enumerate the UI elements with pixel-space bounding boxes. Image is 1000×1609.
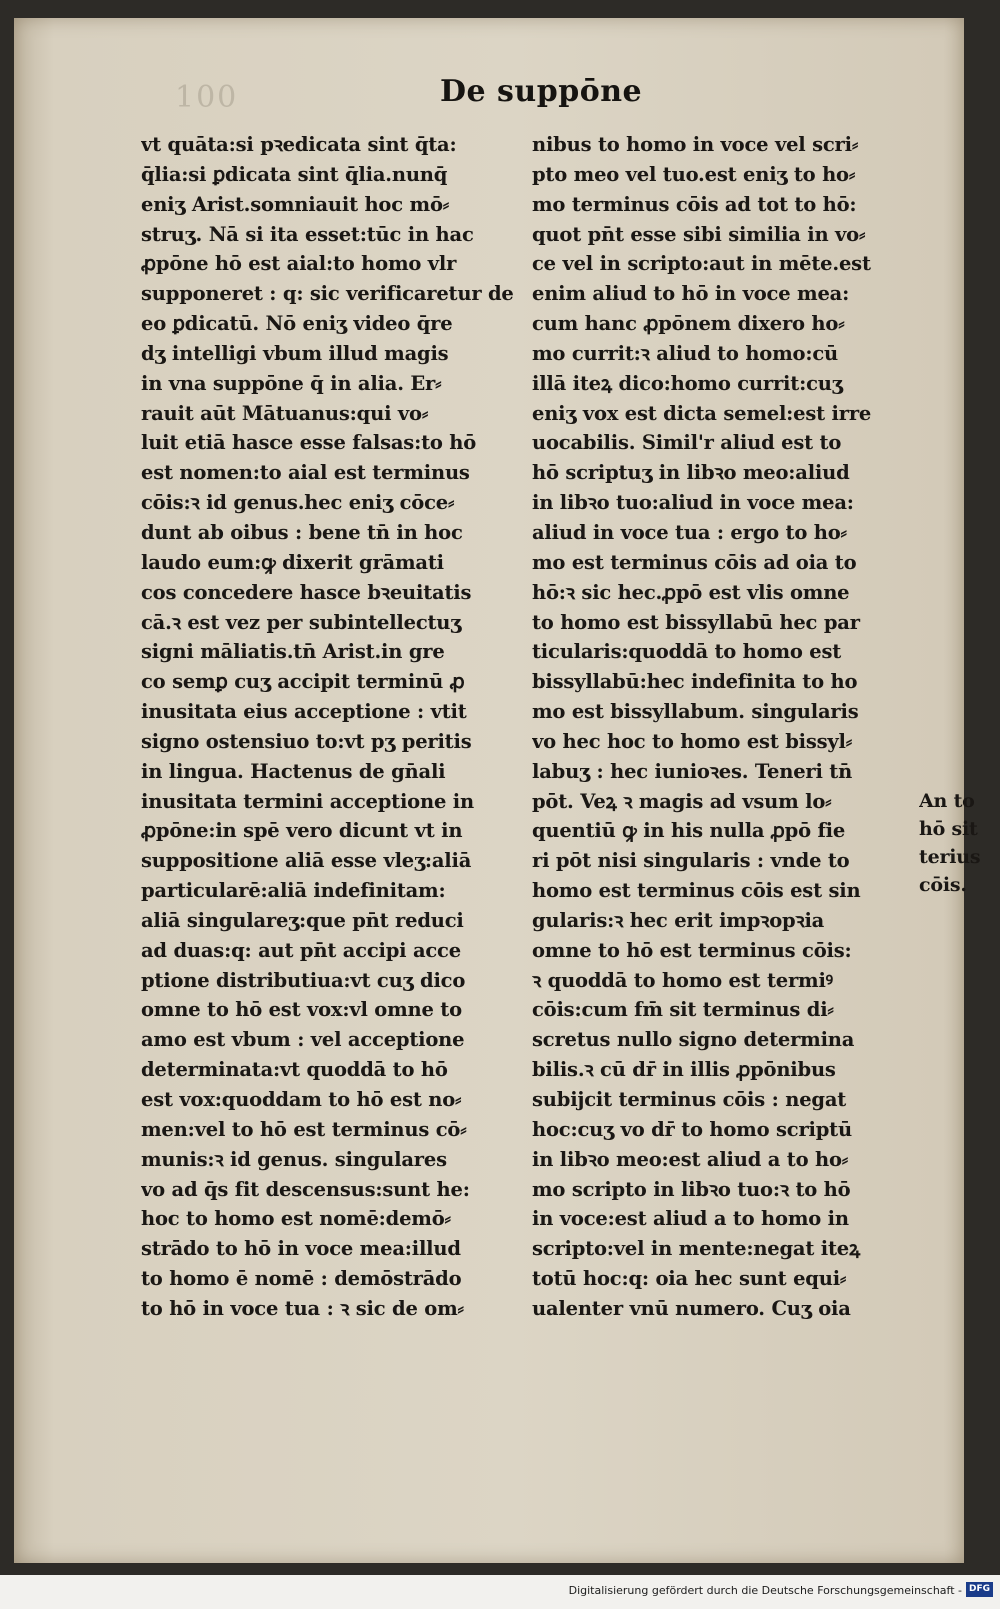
text-line: bilis.ꝛ cū dr̄ in illis ꝓpōnibus — [532, 1058, 836, 1082]
text-line: mo scripto in libꝛo tuo:ꝛ to hō — [532, 1177, 851, 1201]
text-line: in lingua. Hactenus de gn̄ali — [141, 759, 446, 783]
text-line: vo hec hoc to homo est bissyl⸗ — [532, 729, 853, 753]
text-line: uocabilis. Simil'r aliud est to — [532, 431, 842, 455]
text-line: determinata:vt quoddā to hō — [141, 1058, 448, 1082]
text-line: est vox:quoddam to hō est no⸗ — [141, 1088, 462, 1111]
text-line: pto meo vel tuo.est eniʒ to ho⸗ — [532, 162, 856, 186]
text-line: aliud in voce tua : ergo to ho⸗ — [532, 520, 847, 544]
text-line: vo ad q̄s fit descensus:sunt he: — [141, 1177, 470, 1201]
text-line: signi māliatis.tn̄ Arist.in gre — [141, 640, 445, 664]
text-line: hō sit — [919, 818, 978, 840]
dfg-logo: DFG — [966, 1582, 993, 1597]
text-line: munis:ꝛ id genus. singulares — [141, 1147, 447, 1171]
text-line: scripto:vel in mente:negat iteꝝ — [532, 1237, 861, 1261]
text-line: eniʒ vox est dicta semel:est irre — [532, 401, 872, 425]
text-line: rauit aūt Mātuanus:qui vo⸗ — [141, 401, 429, 425]
text-line: aliā singulareʒ:que pn̄t reduci — [141, 908, 464, 932]
text-line: bissyllabū:hec indefinita to ho — [532, 670, 858, 694]
text-line: mo est bissyllabum. singularis — [532, 700, 859, 724]
text-line: strādo to hō in voce mea:illud — [141, 1237, 461, 1261]
text-line: ꝓpōne hō est aial:to homo vlr — [141, 252, 457, 276]
text-line: pōt. Veꝝ ꝛ magis ad vsum lo⸗ — [532, 789, 832, 813]
text-line: gularis:ꝛ hec erit impꝛopꝛia — [532, 908, 825, 932]
text-line: cā.ꝛ est vez per subintellectuʒ — [141, 610, 462, 634]
text-line: laudo eum:ꝙ dixerit grāmati — [141, 550, 444, 574]
text-line: men:vel to hō est terminus cō⸗ — [141, 1117, 467, 1141]
text-line: terius — [919, 846, 981, 868]
text-line: subijcit terminus cōis : negat — [532, 1088, 847, 1111]
text-line: mo currit:ꝛ aliud to homo:cū — [532, 341, 838, 365]
text-line: cos concedere hasce bꝛeuitatis — [141, 580, 472, 604]
text-line: mo terminus cōis ad tot to hō: — [532, 192, 857, 216]
text-line: hō:ꝛ sic hec.ꝓpō est vlis omne — [532, 580, 850, 604]
text-line: omne to hō est terminus cōis: — [532, 938, 852, 962]
text-line: ticularis:quoddā to homo est — [532, 640, 842, 664]
text-line: in libꝛo tuo:aliud in voce mea: — [532, 491, 854, 515]
text-line: cōis. — [919, 874, 967, 896]
text-line: An to — [919, 790, 975, 812]
footer-bar — [0, 1576, 1000, 1609]
text-line: omne to hō est vox:vl omne to — [141, 998, 462, 1022]
text-line: luit etiā hasce esse falsas:to hō — [141, 431, 477, 455]
text-line: to hō in voce tua : ꝛ sic de om⸗ — [141, 1296, 464, 1320]
text-line: q̄lia:si ꝑdicata sint q̄lia.nunq̄ — [141, 162, 448, 186]
text-line: enim aliud to hō in voce mea: — [532, 282, 850, 306]
text-line: cōis:cum fm̄ sit terminus di⸗ — [532, 998, 834, 1022]
text-line: quot pn̄t esse sibi similia in vo⸗ — [532, 222, 866, 246]
text-line: ualenter vnū numero. Cuʒ oia — [532, 1296, 851, 1320]
text-line: ri pōt nisi singularis : vnde to — [532, 849, 850, 873]
text-line: totū hoc:q: oia hec sunt equi⸗ — [532, 1267, 847, 1291]
funding-credit: Digitalisierung gefördert durch die Deutsche Forschungsgemeinschaft - — [568, 1584, 962, 1597]
text-line: signo ostensiuo to:vt pʒ peritis — [141, 729, 472, 753]
text-line: labuʒ : hec iunioꝛes. Teneri tn̄ — [532, 759, 853, 783]
text-line: ꝓpōne:in spē vero dicunt vt in — [141, 819, 463, 843]
text-line: in voce:est aliud a to homo in — [532, 1207, 849, 1231]
text-line: illā iteꝝ dico:homo currit:cuʒ — [532, 371, 843, 395]
text-line: in vna suppōne q̄ in alia. Er⸗ — [141, 371, 442, 395]
text-line: cum hanc ꝓpōnem dixero ho⸗ — [532, 312, 845, 336]
text-line: particularē:aliā indefinitam: — [141, 879, 446, 903]
text-line: hō scriptuʒ in libꝛo meo:aliud — [532, 461, 850, 485]
text-line: ce vel in scripto:aut in mēte.est — [532, 252, 871, 276]
bleed-through-page-number: 100 — [175, 80, 239, 115]
text-line: dunt ab oibus : bene tn̄ in hoc — [141, 520, 463, 544]
text-line: homo est terminus cōis est sin — [532, 879, 861, 903]
left-text-column — [141, 130, 521, 1324]
text-line: struʒ. Nā si ita esset:tūc in hac — [141, 222, 474, 246]
text-line: vt quāta:si pꝛedicata sint q̄ta: — [141, 133, 457, 156]
text-line: ad duas:q: aut pn̄t accipi acce — [141, 938, 461, 962]
text-line: co semꝑ cuʒ accipit terminū ꝓ — [141, 670, 465, 694]
text-line: to homo ē nomē : demōstrādo — [141, 1267, 462, 1291]
marginal-note — [919, 787, 999, 899]
text-line: dʒ intelligi vbum illud magis — [141, 341, 449, 365]
text-line: supponeret : q: sic verificaretur de — [141, 282, 514, 306]
text-line: hoc to homo est nomē:demō⸗ — [141, 1207, 451, 1231]
text-line: ptione distributiua:vt cuʒ dico — [141, 968, 466, 992]
text-line: cōis:ꝛ id genus.hec eniʒ cōce⸗ — [141, 491, 455, 515]
text-line: est nomen:to aial est terminus — [141, 461, 470, 485]
text-line: hoc:cuʒ vo dr̄ to homo scriptū — [532, 1117, 852, 1141]
text-line: inusitata termini acceptione in — [141, 789, 474, 813]
text-line: amo est vbum : vel acceptione — [141, 1028, 465, 1052]
text-line: quentiū ꝙ in his nulla ꝓpō fie — [532, 819, 846, 843]
text-line: nibus to homo in voce vel scri⸗ — [532, 133, 859, 156]
text-line: suppositione aliā esse vleʒ:aliā — [141, 849, 472, 873]
text-line: scretus nullo signo determina — [532, 1028, 855, 1052]
text-line: eo ꝑdicatū. Nō eniʒ video q̄re — [141, 312, 453, 336]
text-line: eniʒ Arist.somniauit hoc mō⸗ — [141, 192, 450, 216]
text-line: ꝛ quoddā to homo est termiꝰ — [532, 968, 833, 992]
text-line: inusitata eius acceptione : vtit — [141, 700, 467, 724]
text-line: mo est terminus cōis ad oia to — [532, 550, 857, 574]
right-text-column — [532, 130, 902, 1324]
running-head: De suppōne — [440, 74, 643, 109]
text-line: in libꝛo meo:est aliud a to ho⸗ — [532, 1147, 849, 1171]
text-line: to homo est bissyllabū hec par — [532, 610, 860, 634]
